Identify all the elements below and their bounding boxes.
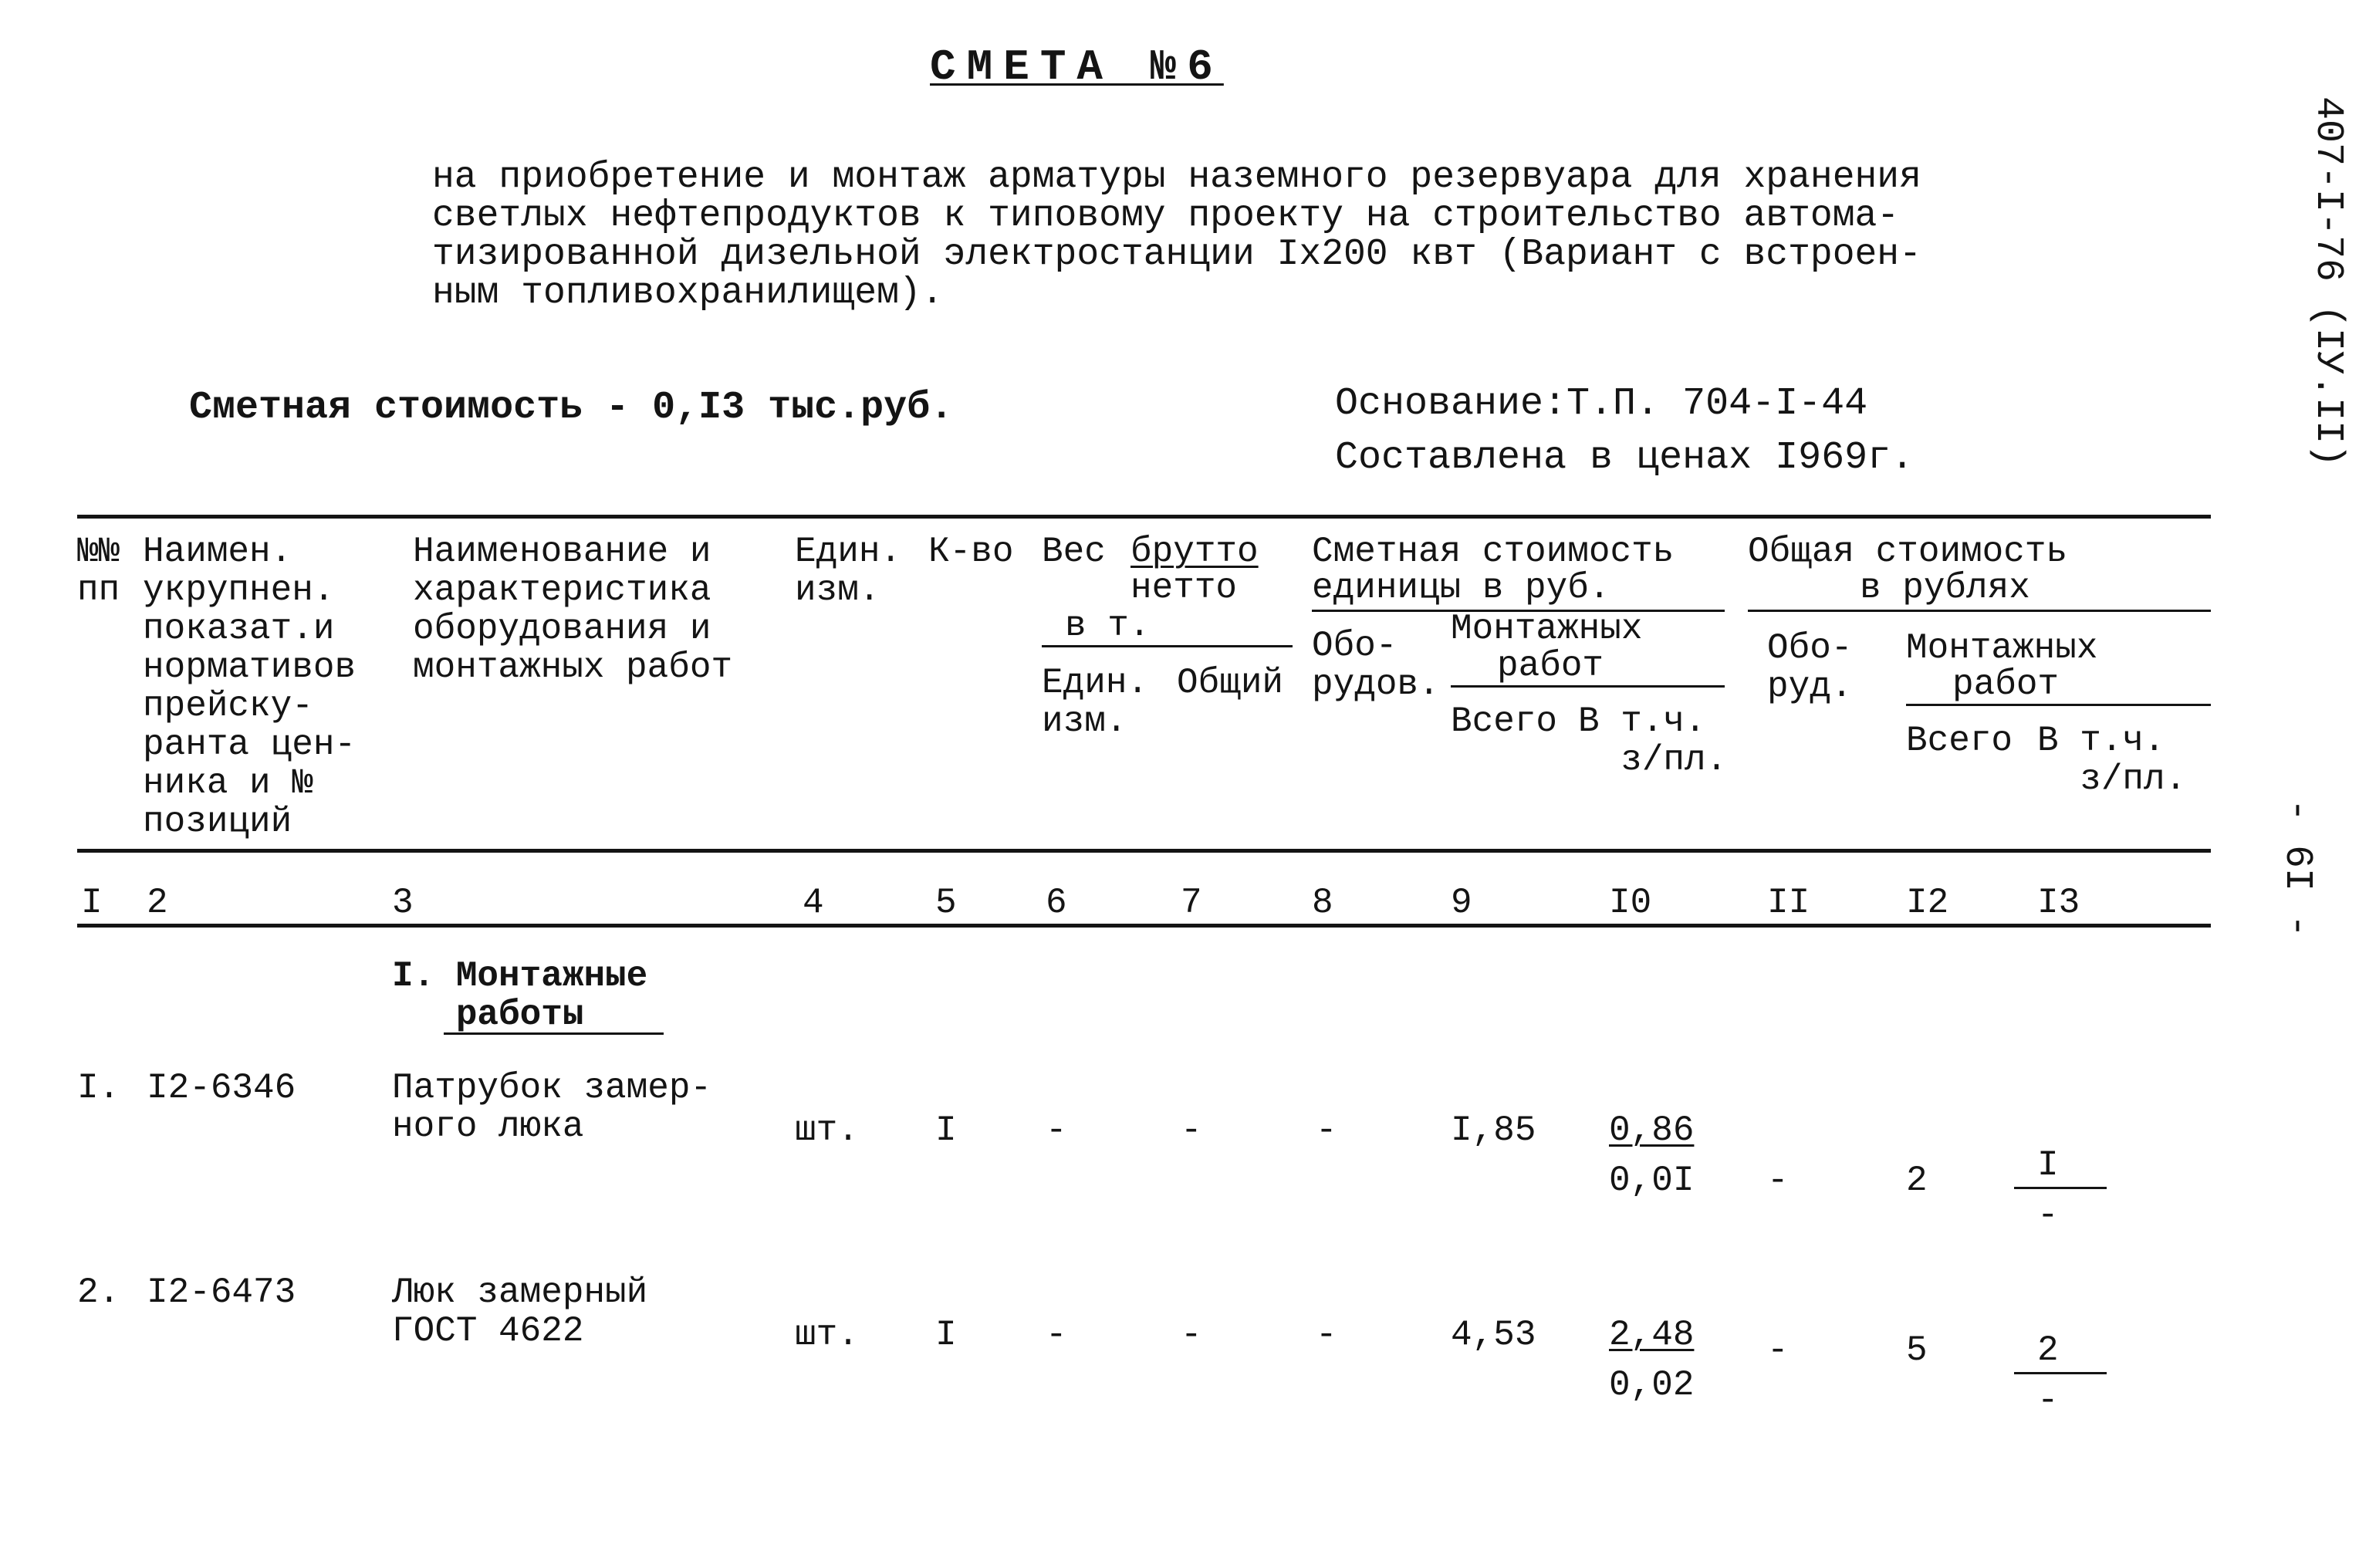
row-1-qty: I — [935, 1110, 957, 1151]
header-unit-cost-sub: единицы в руб. — [1312, 568, 1610, 608]
header-col-4: Един. изм. — [795, 532, 902, 610]
section-heading: I. Монтажные работы — [392, 956, 648, 1035]
row-2-name: Люк замерный ГОСТ 4622 — [392, 1272, 648, 1351]
header-col-1: №№ пп — [77, 532, 120, 610]
col-number-10: I0 — [1609, 883, 1652, 923]
row-1-fraction-line — [2014, 1187, 2107, 1189]
prices-year: Составлена в ценах I969г. — [1335, 436, 1915, 480]
header-col-9: Всего — [1451, 701, 1558, 742]
header-unit-cost-title: Сметная стоимость — [1312, 532, 1675, 572]
row-2-qty: I — [935, 1315, 957, 1355]
row-2-equip: - — [1316, 1315, 1337, 1355]
header-col-8: Обо- рудов. — [1312, 626, 1440, 705]
header-bottom-rule — [77, 849, 2211, 853]
header-weight-unit: в т. — [1065, 606, 1151, 646]
header-mount2-sub: работ — [1952, 664, 2060, 705]
row-2-num: 2. — [77, 1272, 120, 1313]
header-weight-net: нетто — [1130, 568, 1238, 608]
header-col-13: В т.ч. з/пл. — [2037, 721, 2187, 799]
col-number-5: 5 — [935, 883, 957, 923]
header-mount-sub: работ — [1497, 646, 1604, 686]
row-1-t-wage-bot: - — [2037, 1195, 2059, 1235]
row-2-t-wage-bot: - — [2037, 1380, 2059, 1421]
table-top-rule — [77, 515, 2211, 519]
row-1-num: I. — [77, 1068, 120, 1108]
row-1-w-unit: - — [1046, 1110, 1067, 1151]
header-col-5: К-во — [928, 532, 1014, 572]
header-col-10: В т.ч. з/пл. — [1578, 701, 1728, 780]
header-weight-gross: брутто — [1130, 532, 1259, 572]
header-col-2: Наимен. укрупнен. показат.и нормативов прейску- ранта цен- ника и № позиций — [143, 532, 357, 842]
row-2-t-wage-top: 2 — [2037, 1330, 2059, 1370]
col-number-2: 2 — [147, 883, 168, 923]
row-2-fraction-line — [2014, 1372, 2107, 1374]
document-description: на приобретение и монтаж арматуры наземного резервуара для хранения светлых нефтепродуктов к типовому проекту на строительство автома- тизированной дизельной электростанции Iх200 квт (Вариант с встроен- ным топливохранилищем). — [432, 157, 1921, 314]
basis-text: Основание:Т.П. 704-I-44 — [1335, 382, 1868, 426]
row-1-t-wage-top: I — [2037, 1145, 2059, 1185]
total-divider — [1748, 610, 2211, 612]
mount2-divider — [1906, 704, 2211, 706]
header-total-title: Общая стоимость — [1748, 532, 2068, 572]
document-title: СМЕТА №6 — [930, 42, 1224, 92]
col-number-11: II — [1767, 883, 1810, 923]
header-weight-title: Вес — [1042, 532, 1106, 572]
col-number-7: 7 — [1181, 883, 1202, 923]
row-1-m-total: I,85 — [1451, 1110, 1536, 1151]
numbers-bottom-rule — [77, 924, 2211, 928]
side-code: 407-I-76 (IУ.II) — [2306, 96, 2350, 468]
header-col-12: Всего — [1906, 721, 2013, 761]
header-mount-title: Монтажных — [1451, 609, 1643, 649]
mount-divider — [1451, 685, 1725, 688]
row-1-unit: шт. — [795, 1110, 859, 1151]
estimated-cost: Сметная стоимость - 0,I3 тыс.руб. — [189, 386, 954, 430]
weight-divider — [1042, 645, 1293, 647]
row-1-m-wage-top: 0,86 — [1609, 1110, 1695, 1151]
header-mount2-title: Монтажных — [1906, 628, 2098, 668]
row-1-name: Патрубок замер- ного люка — [392, 1068, 712, 1147]
col-number-3: 3 — [392, 883, 414, 923]
col-number-9: 9 — [1451, 883, 1472, 923]
header-col-3: Наименование и характеристика оборудования и монтажных работ — [413, 532, 733, 688]
col-number-6: 6 — [1046, 883, 1067, 923]
row-2-unit: шт. — [795, 1315, 859, 1355]
row-1-w-total: - — [1181, 1110, 1202, 1151]
row-2-code: I2-6473 — [147, 1272, 296, 1313]
row-1-t-total: 2 — [1906, 1161, 1928, 1201]
col-number-1: I — [81, 883, 103, 923]
col-number-8: 8 — [1312, 883, 1333, 923]
row-1-t-equip: - — [1767, 1161, 1789, 1201]
row-2-t-total: 5 — [1906, 1330, 1928, 1370]
row-2-t-equip: - — [1767, 1330, 1789, 1370]
row-2-m-wage-bot: 0,02 — [1609, 1365, 1695, 1405]
header-total-sub: в рублях — [1860, 568, 2030, 608]
row-1-code: I2-6346 — [147, 1068, 296, 1108]
header-col-7: Общий — [1177, 663, 1284, 703]
row-2-w-total: - — [1181, 1315, 1202, 1355]
row-1-m-wage-bot: 0,0I — [1609, 1161, 1695, 1201]
page-mark: - 6I - — [2275, 799, 2319, 938]
col-number-12: I2 — [1906, 883, 1949, 923]
header-col-6: Един. изм. — [1042, 663, 1149, 742]
row-2-m-wage-top: 2,48 — [1609, 1315, 1695, 1355]
row-2-w-unit: - — [1046, 1315, 1067, 1355]
section-underline — [444, 1032, 664, 1035]
col-number-4: 4 — [803, 883, 824, 923]
header-col-11: Обо- руд. — [1767, 628, 1853, 707]
row-1-equip: - — [1316, 1110, 1337, 1151]
row-2-m-total: 4,53 — [1451, 1315, 1536, 1355]
col-number-13: I3 — [2037, 883, 2080, 923]
